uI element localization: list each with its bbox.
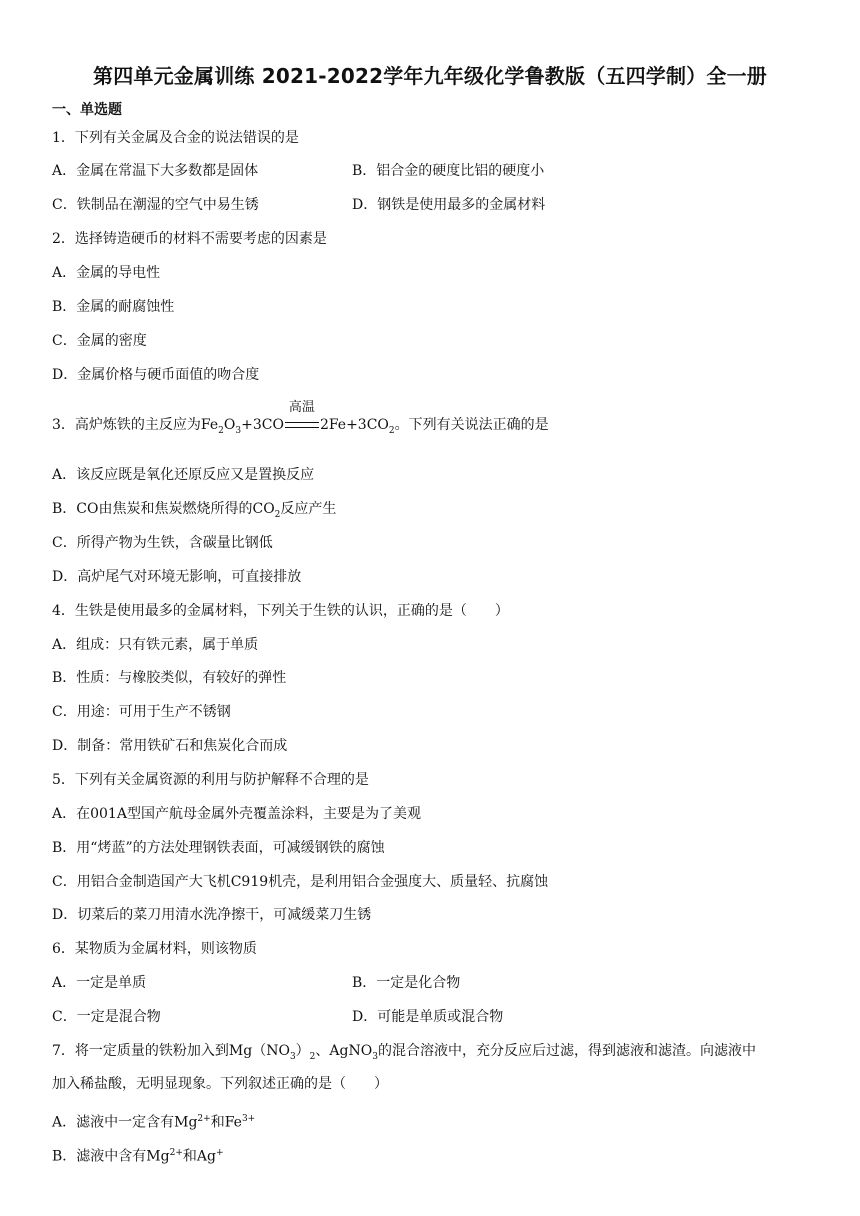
option-sub: 2 [274,509,281,520]
option-text: 反应产生 [280,501,337,517]
question-7-option-b [52,1144,224,1166]
question-4-option-a: A．组成：只有铁元素，属于单质 [52,637,259,653]
option-sup: 3+ [241,1114,256,1124]
question-1-option-a: A．金属在常温下大多数都是固体 [52,163,259,179]
question-3-option-d: D．高炉尾气对环境无影响，可直接排放 [52,569,302,585]
equation-fe: Fe [200,417,219,433]
option-text: 和Ag [182,1148,216,1165]
stem-text: 7．将一定质量的铁粉加入到Mg（NO [52,1043,290,1059]
question-2-option-a: A．金属的导电性 [52,265,161,281]
question-1-option-b: B．铝合金的硬度比铝的硬度小 [352,163,545,179]
question-3-option-b [52,500,336,524]
equation-sub: 2 [218,425,224,436]
question-2-option-c: C．金属的密度 [52,333,147,349]
option-sup: 2+ [197,1114,211,1124]
question-5-option-b: B．用“烤蓝”的方法处理钢铁表面，可减缓钢铁的腐蚀 [52,840,385,856]
option-text: B．CO由焦炭和焦炭燃烧所得的CO [52,501,275,517]
equation-products: 2Fe+3CO [319,417,389,433]
question-6-option-a: A．一定是单质 [52,975,147,991]
question-4-stem: 4．生铁是使用最多的金属材料，下列关于生铁的认识，正确的是（ ） [52,603,509,619]
question-6-stem: 6．某物质为金属材料，则该物质 [52,941,257,957]
question-3-stem-suffix: 。下列有关说法正确的是 [394,417,549,433]
equals-bars [285,422,319,428]
question-2-option-b: B．金属的耐腐蚀性 [52,299,175,315]
question-5-option-c: C．用铝合金制造国产大飞机C919机壳，是利用铝合金强度大、质量轻、抗腐蚀 [52,874,549,890]
stem-text: 的混合溶液中，充分反应后过滤，得到滤液和滤渣。向滤液中 [377,1043,756,1059]
question-3-option-a: A．该反应既是氧化还原反应又是置换反应 [52,467,315,483]
reaction-equation [200,400,395,440]
question-4-option-b: B．性质：与橡胶类似，有较好的弹性 [52,670,287,686]
stem-text: ） [295,1043,310,1059]
question-6-option-d: D．可能是单质或混合物 [352,1009,504,1025]
question-3-stem [52,400,549,440]
question-4-option-c: C．用途：可用于生产不锈钢 [52,704,231,720]
question-1-option-c: C．铁制品在潮湿的空气中易生锈 [52,197,259,213]
question-4-option-d: D．制备：常用铁矿石和焦炭化合而成 [52,738,288,754]
question-1-option-d: D．钢铁是使用最多的金属材料 [352,197,546,213]
option-text: A．滤液中一定含有Mg [52,1114,198,1131]
question-6-option-c: C．一定是混合物 [52,1009,161,1025]
question-1-stem: 1．下列有关金属及合金的说法错误的是 [52,130,299,146]
stem-sub: 3 [289,1051,296,1062]
equation-o: O [223,417,236,433]
equation-sub: 2 [388,425,395,436]
question-7-stem [52,1042,756,1066]
reaction-condition: 高温 [288,400,315,415]
question-3-stem-prefix: 3．高炉炼铁的主反应为 [52,417,201,433]
question-2-stem: 2．选择铸造硬币的材料不需要考虑的因素是 [52,231,327,247]
stem-sub: 3 [372,1051,378,1062]
question-2-option-d: D．金属价格与硬币面值的吻合度 [52,367,260,383]
section-heading: 一、单选题 [52,102,122,118]
option-sup: 2+ [169,1148,183,1158]
equation-arrow [285,400,319,434]
document-title: 第四单元金属训练 2021-2022学年九年级化学鲁教版（五四学制）全一册 [93,64,767,88]
question-7-option-a [52,1110,255,1132]
option-text: 和Fe [210,1114,242,1131]
question-5-option-d: D．切菜后的菜刀用清水洗净擦干，可减缓菜刀生锈 [52,907,372,923]
question-3-option-c: C．所得产物为生铁，含碳量比钢低 [52,535,273,551]
question-5-stem: 5．下列有关金属资源的利用与防护解释不合理的是 [52,772,369,788]
equation-co: +3CO [241,417,284,433]
stem-text: 、AgNO [315,1043,373,1059]
equation-sub: 3 [235,425,242,436]
option-text: B．滤液中含有Mg [52,1148,170,1165]
option-sup: + [215,1148,224,1158]
question-7-stem-line-2: 加入稀盐酸，无明显现象。下列叙述正确的是（ ） [52,1076,388,1092]
question-6-option-b: B．一定是化合物 [352,975,461,991]
stem-sub: 2 [309,1051,316,1062]
question-5-option-a: A．在001A型国产航母金属外壳覆盖涂料，主要是为了美观 [52,806,421,822]
